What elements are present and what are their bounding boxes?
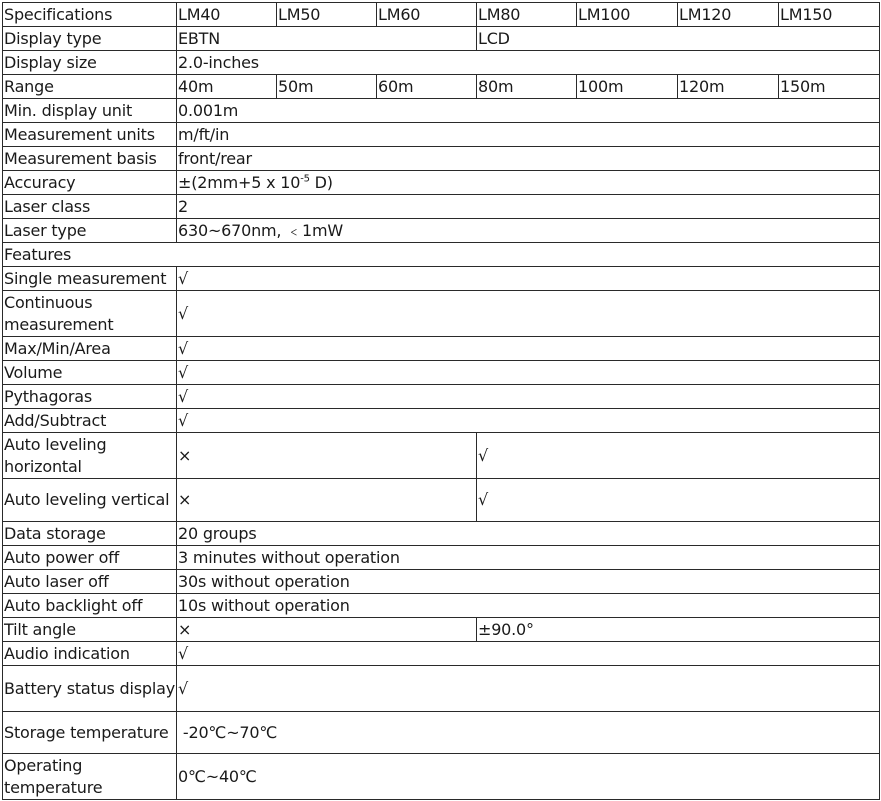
row-label: Display type — [3, 27, 177, 51]
cell-value: EBTN — [177, 27, 477, 51]
cell-value: 120m — [678, 75, 779, 99]
row-label: Volume — [3, 361, 177, 385]
model-header: LM60 — [377, 3, 477, 27]
cross-mark: × — [177, 479, 477, 522]
row-label: Display size — [3, 51, 177, 75]
header-label: Specifications — [3, 3, 177, 27]
check-mark: √ — [177, 337, 880, 361]
check-mark: √ — [177, 385, 880, 409]
row-label: Auto backlight off — [3, 594, 177, 618]
cell-value: 20 groups — [177, 522, 880, 546]
check-mark: √ — [177, 666, 880, 712]
row-label: Max/Min/Area — [3, 337, 177, 361]
row-label: Auto laser off — [3, 570, 177, 594]
cell-value: 2.0-inches — [177, 51, 880, 75]
table-row — [3, 385, 880, 409]
cell-value: 2 — [177, 195, 880, 219]
row-label: Range — [3, 75, 177, 99]
row-label: Laser type — [3, 219, 177, 243]
row-label: Min. display unit — [3, 99, 177, 123]
cell-value: ±90.0° — [477, 618, 880, 642]
table-row — [3, 479, 880, 522]
cross-mark: × — [177, 618, 477, 642]
table-row — [3, 147, 880, 171]
check-mark: √ — [477, 479, 880, 522]
table-row — [3, 570, 880, 594]
model-header: LM120 — [678, 3, 779, 27]
check-mark: √ — [177, 291, 880, 337]
cell-value: 40m — [177, 75, 277, 99]
table-row — [3, 712, 880, 754]
cell-value: 10s without operation — [177, 594, 880, 618]
table-row — [3, 195, 880, 219]
row-label: Battery status display — [3, 666, 177, 712]
table-row — [3, 642, 880, 666]
row-label: Tilt angle — [3, 618, 177, 642]
check-mark: √ — [177, 361, 880, 385]
cell-value: 150m — [779, 75, 880, 99]
table-row — [3, 594, 880, 618]
table-row — [3, 666, 880, 712]
table-row — [3, 291, 880, 337]
row-label: Storage temperature — [3, 712, 177, 754]
table-row — [3, 99, 880, 123]
cell-value: LCD — [477, 27, 880, 51]
cell-value: 3 minutes without operation — [177, 546, 880, 570]
row-label: Continuous measurement — [3, 291, 177, 337]
table-row — [3, 522, 880, 546]
row-label: Pythagoras — [3, 385, 177, 409]
row-label: Auto leveling horizontal — [3, 433, 177, 479]
table-row — [3, 409, 880, 433]
cross-mark: × — [177, 433, 477, 479]
table-row — [3, 267, 880, 291]
table-row — [3, 3, 880, 27]
table-row — [3, 219, 880, 243]
cell-value: 100m — [577, 75, 678, 99]
table-row — [3, 123, 880, 147]
row-label: Auto power off — [3, 546, 177, 570]
row-label: Data storage — [3, 522, 177, 546]
cell-value: 50m — [277, 75, 377, 99]
table-row — [3, 27, 880, 51]
check-mark: √ — [177, 267, 880, 291]
table-row — [3, 51, 880, 75]
cell-value: 0.001m — [177, 99, 880, 123]
accuracy-prefix: ±(2mm+5 x 10 — [178, 172, 301, 192]
table-row — [3, 75, 880, 99]
check-mark: √ — [477, 433, 880, 479]
row-label: Add/Subtract — [3, 409, 177, 433]
model-header: LM80 — [477, 3, 577, 27]
row-label: Single measurement — [3, 267, 177, 291]
cell-value: 630~670nm, ﹤1mW — [177, 219, 880, 243]
cell-value: -20℃~70℃ — [177, 712, 880, 754]
model-header: LM40 — [177, 3, 277, 27]
model-header: LM50 — [277, 3, 377, 27]
cell-value: 30s without operation — [177, 570, 880, 594]
table-row — [3, 171, 880, 195]
row-label: Measurement units — [3, 123, 177, 147]
cell-value: front/rear — [177, 147, 880, 171]
check-mark: √ — [177, 642, 880, 666]
accuracy-exponent: -5 — [300, 173, 310, 185]
row-label: Auto leveling vertical — [3, 479, 177, 522]
accuracy-suffix: D) — [309, 172, 333, 192]
cell-value: 0℃~40℃ — [177, 754, 880, 800]
row-label: Operating temperature — [3, 754, 177, 800]
accuracy-value — [177, 171, 880, 195]
row-label: Audio indication — [3, 642, 177, 666]
table-row — [3, 546, 880, 570]
check-mark: √ — [177, 409, 880, 433]
row-label: Measurement basis — [3, 147, 177, 171]
model-header: LM100 — [577, 3, 678, 27]
table-row — [3, 754, 880, 800]
table-row — [3, 361, 880, 385]
table-row — [3, 337, 880, 361]
table-row — [3, 433, 880, 479]
cell-value: 60m — [377, 75, 477, 99]
table-row — [3, 618, 880, 642]
section-label-features: Features — [3, 243, 880, 267]
row-label: Accuracy — [3, 171, 177, 195]
table-row — [3, 243, 880, 267]
row-label: Laser class — [3, 195, 177, 219]
cell-value: m/ft/in — [177, 123, 880, 147]
model-header: LM150 — [779, 3, 880, 27]
specifications-table — [2, 2, 880, 800]
cell-value: 80m — [477, 75, 577, 99]
